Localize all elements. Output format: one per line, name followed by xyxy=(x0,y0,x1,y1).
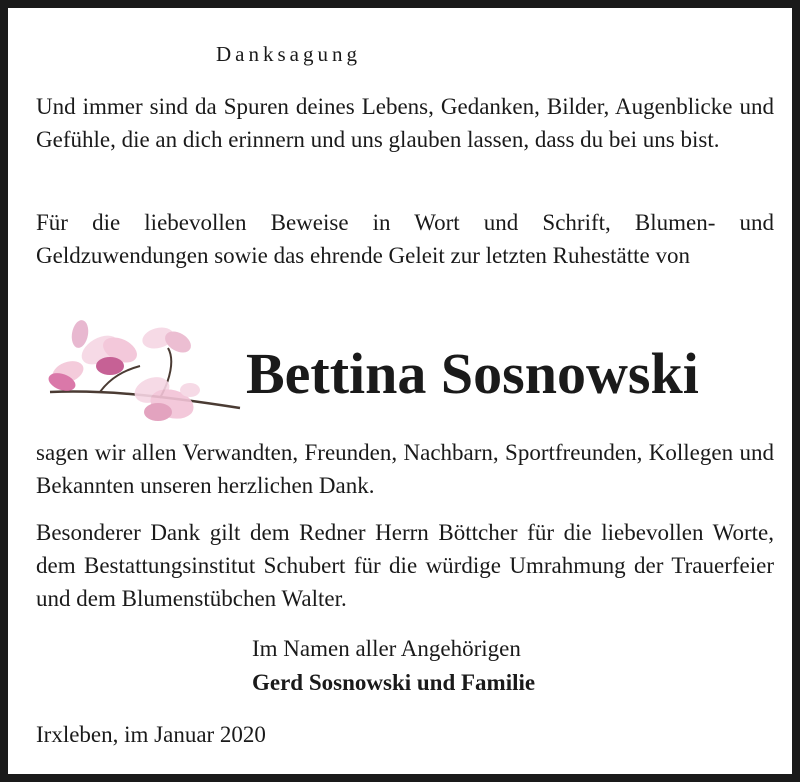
deceased-name: Bettina Sosnowski xyxy=(246,341,699,406)
paragraph-special-thanks: Besonderer Dank gilt dem Redner Herrn Böttcher für die liebevollen Worte, dem Bestattungsinstitut Schubert für die würdige Umrahmung der Trauerfeier und dem Blumenstübchen Walter. xyxy=(36,520,774,611)
magnolia-branch-icon xyxy=(40,320,245,430)
paragraph-thanks-for: Für die liebevollen Beweise in Wort und Schrift, Blumen- und Geldzuwendungen sowie das ehrende Geleit zur letzten Ruhestätte von xyxy=(36,210,774,268)
signature-line-1: Im Namen aller Angehörigen xyxy=(252,636,521,661)
signature-line-2: Gerd Sosnowski und Familie xyxy=(252,670,536,695)
place-date: Irxleben, im Januar 2020 xyxy=(36,722,266,747)
paragraph-thanks: sagen wir allen Verwandten, Freunden, Nachbarn, Sportfreunden, Kollegen und Bekannten unseren herzlichen Dank. xyxy=(36,440,774,498)
heading: Danksagung xyxy=(216,42,361,66)
paragraph-intro: Und immer sind da Spuren deines Lebens, Gedanken, Bilder, Augenblicke und Gefühle, die an dich erinnern und uns glauben lassen, dass du bei uns bist. xyxy=(36,94,774,152)
